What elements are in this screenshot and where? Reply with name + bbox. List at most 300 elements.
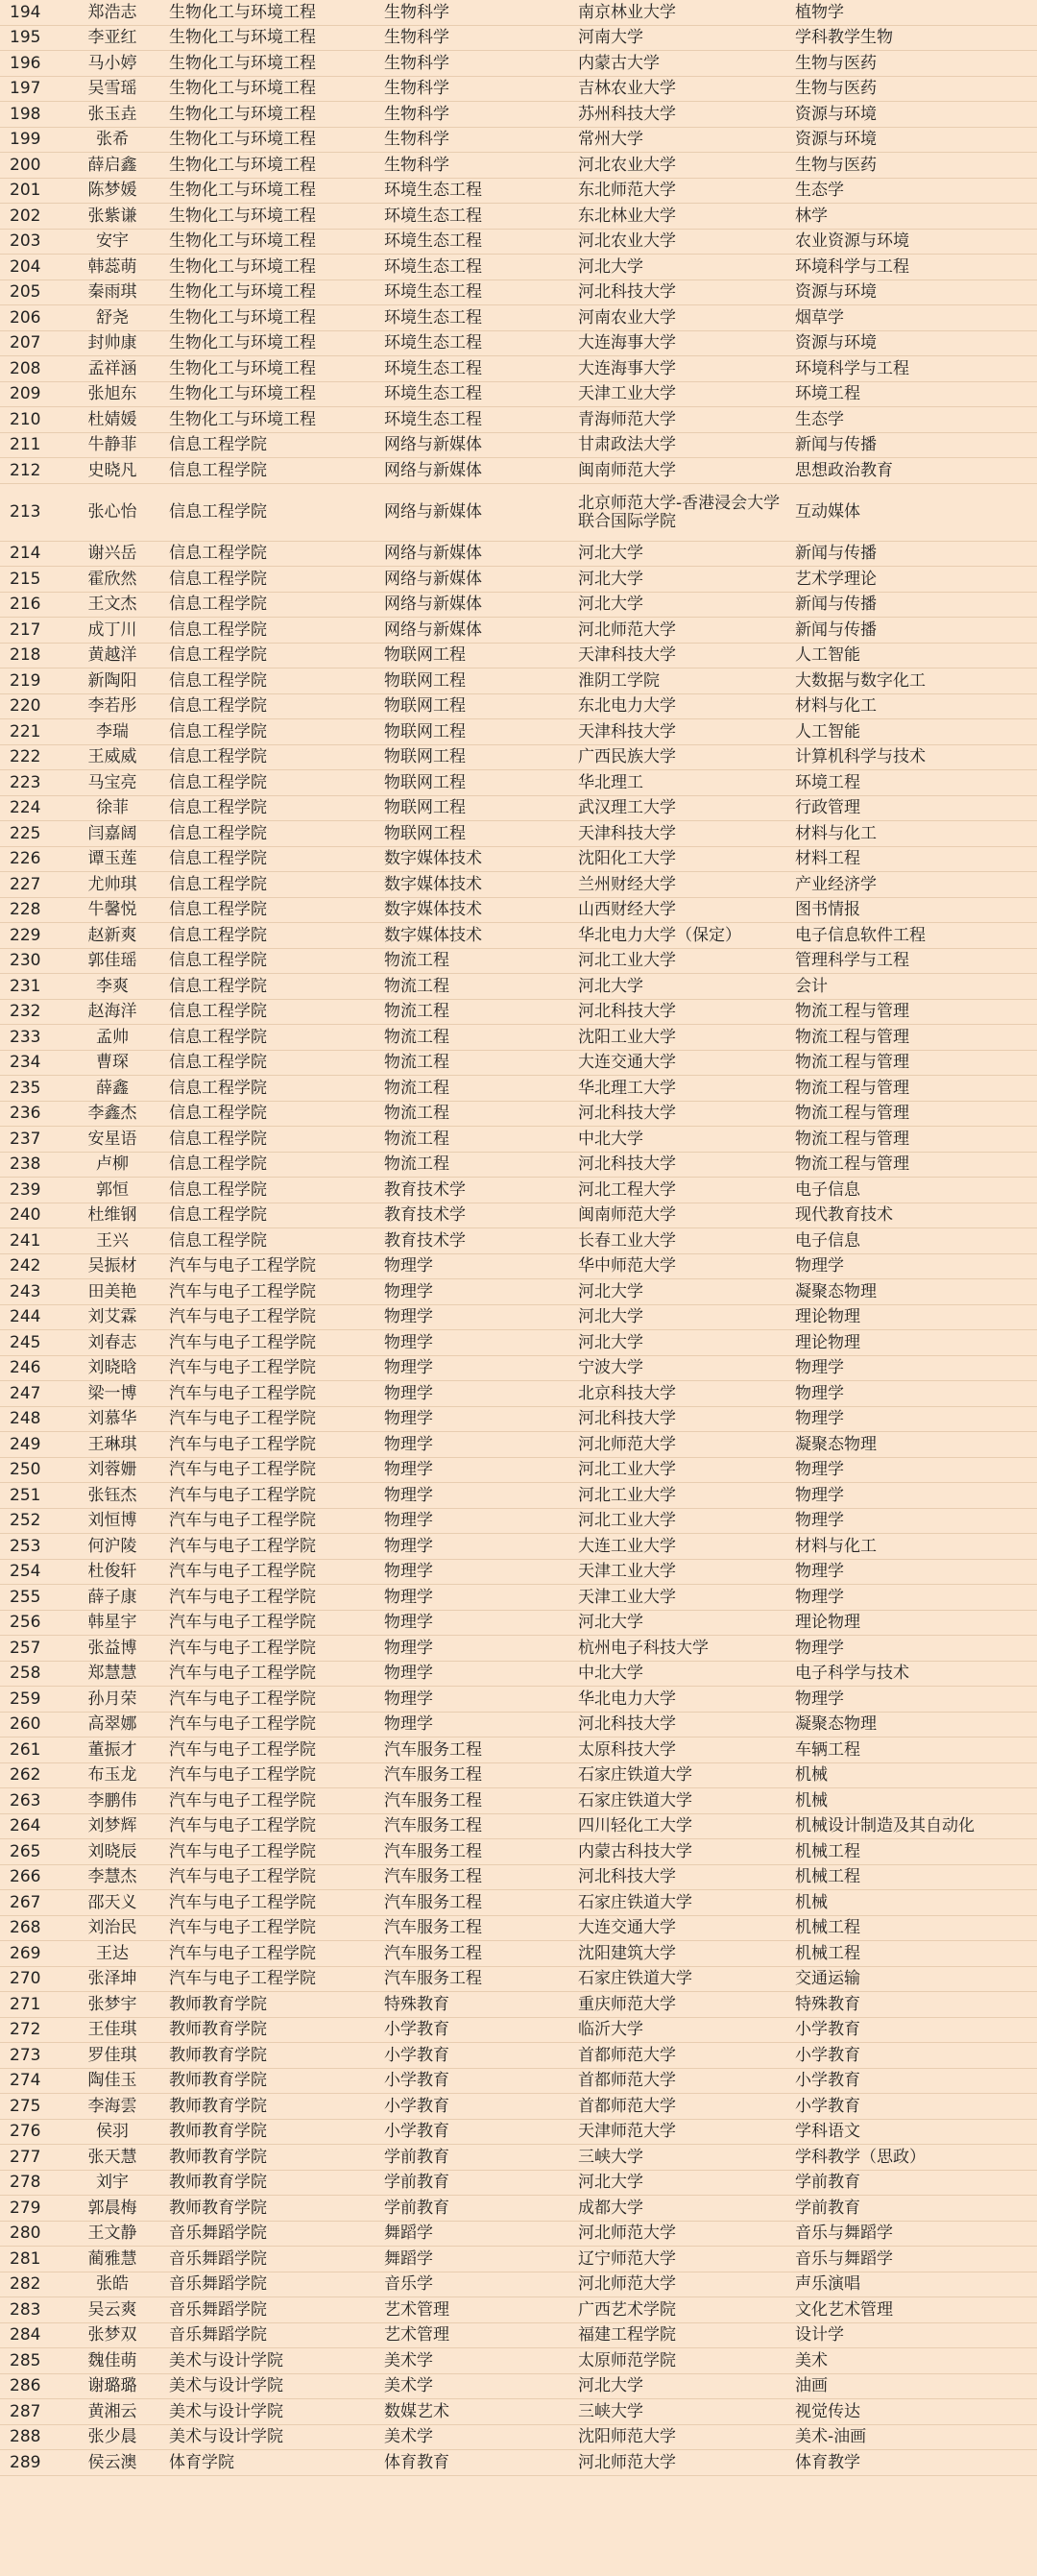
- table-row: [0, 2374, 1037, 2400]
- table-row: [0, 1814, 1037, 1840]
- undergrad-major: 汽车服务工程: [384, 1765, 482, 1786]
- row-number: 284: [10, 2325, 41, 2345]
- admitted-university: 河北大学: [578, 2376, 643, 2396]
- undergrad-major: 环境生态工程: [384, 384, 482, 404]
- undergrad-major: 汽车服务工程: [384, 1739, 482, 1760]
- undergrad-major: 数媒艺术: [384, 2401, 449, 2421]
- table-row: [0, 1025, 1037, 1051]
- graduate-major: 思想政治教育: [795, 460, 893, 480]
- undergrad-major: 环境生态工程: [384, 358, 482, 378]
- college: 汽车与电子工程学院: [169, 1638, 316, 1658]
- undergrad-major: 教育技术学: [384, 1230, 466, 1251]
- admitted-university: 河北大学: [578, 595, 643, 615]
- college: 体育学院: [169, 2452, 234, 2472]
- table-row: [0, 2425, 1037, 2451]
- row-number: 254: [10, 1562, 41, 1582]
- admitted-university: 重庆师范大学: [578, 1994, 676, 2014]
- student-name: 孙月荣: [87, 1689, 137, 1709]
- undergrad-major: 数字媒体技术: [384, 849, 482, 869]
- row-number: 225: [10, 823, 41, 843]
- table-row: [0, 1992, 1037, 2018]
- student-name: 安宇: [96, 231, 129, 252]
- student-name: 张益博: [87, 1638, 137, 1658]
- graduate-major: 物流工程与管理: [795, 1053, 909, 1073]
- graduate-major: 产业经济学: [795, 874, 877, 894]
- student-name: 张玉垚: [87, 104, 137, 124]
- row-number: 219: [10, 670, 41, 691]
- graduate-major: 生物与医药: [795, 155, 877, 175]
- undergrad-major: 环境生态工程: [384, 256, 482, 277]
- college: 信息工程学院: [169, 1205, 267, 1226]
- graduate-major: 物理学: [795, 1409, 844, 1429]
- student-name: 新陶阳: [87, 670, 137, 691]
- table-row: [0, 1483, 1037, 1509]
- graduate-major: 交通运输: [795, 1969, 860, 1989]
- student-name: 王琳琪: [87, 1434, 137, 1454]
- admitted-university: 沈阳建筑大学: [578, 1943, 676, 1963]
- row-number: 279: [10, 2198, 41, 2218]
- undergrad-major: 生物科学: [384, 2, 449, 22]
- undergrad-major: 小学教育: [384, 2045, 449, 2065]
- graduate-major: 新闻与传播: [795, 595, 877, 615]
- undergrad-major: 环境生态工程: [384, 181, 482, 201]
- admitted-university: 沈阳化工大学: [578, 849, 676, 869]
- table-row: [0, 644, 1037, 669]
- table-row: [0, 1713, 1037, 1738]
- row-number: 212: [10, 460, 41, 480]
- admitted-university: 临沂大学: [578, 2020, 643, 2040]
- undergrad-major: 环境生态工程: [384, 409, 482, 429]
- student-name: 张少晨: [87, 2427, 137, 2447]
- table-row: [0, 1178, 1037, 1203]
- student-name: 郭佳瑶: [87, 951, 137, 971]
- college: 信息工程学院: [169, 874, 267, 894]
- student-name: 郑慧慧: [87, 1664, 137, 1684]
- admitted-university: 首都师范大学: [578, 2071, 676, 2091]
- undergrad-major: 小学教育: [384, 2020, 449, 2040]
- admitted-university: 大连交通大学: [578, 1918, 676, 1938]
- graduate-major: 会计: [795, 976, 828, 996]
- college: 音乐舞蹈学院: [169, 2299, 267, 2320]
- undergrad-major: 物理学: [384, 1256, 433, 1276]
- table-row: [0, 1102, 1037, 1128]
- college: 信息工程学院: [169, 798, 267, 818]
- admitted-university: 四川轻化工大学: [578, 1816, 692, 1836]
- graduate-major: 物流工程与管理: [795, 1154, 909, 1175]
- college: 信息工程学院: [169, 595, 267, 615]
- student-name: 李爽: [96, 976, 129, 996]
- college: 信息工程学院: [169, 976, 267, 996]
- undergrad-major: 物联网工程: [384, 798, 466, 818]
- admitted-university: 三峡大学: [578, 2401, 643, 2421]
- table-row: [0, 1763, 1037, 1789]
- admitted-university: 大连海事大学: [578, 333, 676, 353]
- student-name: 马小婷: [87, 53, 137, 73]
- admitted-university: 河北科技大学: [578, 1104, 676, 1124]
- row-number: 240: [10, 1205, 41, 1226]
- student-name: 马宝亮: [87, 772, 137, 792]
- undergrad-major: 生物科学: [384, 155, 449, 175]
- row-number: 258: [10, 1664, 41, 1684]
- table-row: [0, 618, 1037, 644]
- admitted-university: 河北大学: [578, 976, 643, 996]
- row-number: 241: [10, 1230, 41, 1251]
- table-row: [0, 1509, 1037, 1535]
- student-name: 韩星宇: [87, 1613, 137, 1633]
- row-number: 231: [10, 976, 41, 996]
- admitted-university: 三峡大学: [578, 2147, 643, 2167]
- undergrad-major: 物联网工程: [384, 721, 466, 741]
- college: 信息工程学院: [169, 544, 267, 564]
- undergrad-major: 物理学: [384, 1613, 433, 1633]
- student-name: 刘蓉姗: [87, 1460, 137, 1480]
- college: 教师教育学院: [169, 2096, 267, 2116]
- undergrad-major: 数字媒体技术: [384, 900, 482, 920]
- undergrad-major: 物流工程: [384, 1002, 449, 1022]
- admitted-university: 青海师范大学: [578, 409, 676, 429]
- graduate-major: 新闻与传播: [795, 620, 877, 640]
- student-name: 杜维钢: [87, 1205, 137, 1226]
- admitted-university: 大连交通大学: [578, 1053, 676, 1073]
- student-name: 谢兴岳: [87, 544, 137, 564]
- graduate-major: 文化艺术管理: [795, 2299, 893, 2320]
- college: 信息工程学院: [169, 772, 267, 792]
- table-row: [0, 2043, 1037, 2069]
- graduate-major: 物理学: [795, 1485, 844, 1505]
- table-row: [0, 1865, 1037, 1891]
- college: 信息工程学院: [169, 849, 267, 869]
- row-number: 229: [10, 925, 41, 945]
- row-number: 257: [10, 1638, 41, 1658]
- college: 汽车与电子工程学院: [169, 1562, 316, 1582]
- table-row: [0, 128, 1037, 154]
- college: 生物化工与环境工程: [169, 181, 316, 201]
- admitted-university: 河南农业大学: [578, 307, 676, 328]
- graduate-major: 小学教育: [795, 2045, 860, 2065]
- college: 生物化工与环境工程: [169, 307, 316, 328]
- row-number: 274: [10, 2071, 41, 2091]
- student-name: 成丁川: [87, 620, 137, 640]
- table-row: [0, 1916, 1037, 1942]
- undergrad-major: 物联网工程: [384, 670, 466, 691]
- college: 生物化工与环境工程: [169, 79, 316, 99]
- table-row: [0, 1738, 1037, 1763]
- undergrad-major: 网络与新媒体: [384, 620, 482, 640]
- student-name: 赵海洋: [87, 1002, 137, 1022]
- admitted-university: 河北科技大学: [578, 1409, 676, 1429]
- student-name: 李海雲: [87, 2096, 137, 2116]
- table-row: [0, 898, 1037, 924]
- undergrad-major: 物理学: [384, 1485, 433, 1505]
- student-name: 张心怡: [87, 502, 137, 522]
- row-number: 222: [10, 747, 41, 767]
- admitted-university: 河北工程大学: [578, 1179, 676, 1200]
- table-row: [0, 1254, 1037, 1280]
- student-name: 高翠娜: [87, 1714, 137, 1735]
- graduate-major: 人工智能: [795, 645, 860, 666]
- admitted-university: 河北大学: [578, 256, 643, 277]
- college: 汽车与电子工程学院: [169, 1256, 316, 1276]
- student-name: 吴雪瑶: [87, 79, 137, 99]
- row-number: 276: [10, 2122, 41, 2142]
- graduate-major: 美术: [795, 2350, 828, 2370]
- table-row: [0, 1458, 1037, 1484]
- student-name: 刘恒博: [87, 1511, 137, 1531]
- student-name: 薛鑫: [96, 1078, 129, 1098]
- undergrad-major: 物理学: [384, 1562, 433, 1582]
- graduate-major: 物理学: [795, 1256, 844, 1276]
- student-name: 李鑫杰: [87, 1104, 137, 1124]
- admitted-university: 石家庄铁道大学: [578, 1790, 692, 1810]
- table-row: [0, 2323, 1037, 2349]
- graduate-major: 物流工程与管理: [795, 1129, 909, 1149]
- student-name: 李鹏伟: [87, 1790, 137, 1810]
- graduate-major: 视觉传达: [795, 2401, 860, 2421]
- undergrad-major: 物流工程: [384, 1027, 449, 1047]
- admitted-university: 东北林业大学: [578, 206, 676, 226]
- undergrad-major: 物流工程: [384, 1053, 449, 1073]
- student-name: 谭玉莲: [87, 849, 137, 869]
- row-number: 246: [10, 1358, 41, 1378]
- table-row: [0, 2222, 1037, 2248]
- graduate-major: 理论物理: [795, 1332, 860, 1352]
- admitted-university: 天津师范大学: [578, 2122, 676, 2142]
- graduate-major: 学前教育: [795, 2198, 860, 2218]
- college: 汽车与电子工程学院: [169, 1892, 316, 1912]
- undergrad-major: 生物科学: [384, 53, 449, 73]
- college: 汽车与电子工程学院: [169, 1485, 316, 1505]
- table-row: [0, 1432, 1037, 1458]
- college: 教师教育学院: [169, 2020, 267, 2040]
- undergrad-major: 网络与新媒体: [384, 569, 482, 589]
- row-number: 202: [10, 206, 41, 226]
- graduate-major: 资源与环境: [795, 130, 877, 150]
- college: 信息工程学院: [169, 696, 267, 717]
- college: 生物化工与环境工程: [169, 409, 316, 429]
- student-name: 魏佳萌: [87, 2350, 137, 2370]
- row-number: 223: [10, 772, 41, 792]
- graduate-major: 体育教学: [795, 2452, 860, 2472]
- table-row: [0, 1127, 1037, 1153]
- graduate-major: 凝聚态物理: [795, 1714, 877, 1735]
- undergrad-major: 物联网工程: [384, 772, 466, 792]
- row-number: 207: [10, 333, 41, 353]
- student-name: 刘慕华: [87, 1409, 137, 1429]
- student-name: 张梦宇: [87, 1994, 137, 2014]
- undergrad-major: 舞蹈学: [384, 2224, 433, 2244]
- graduate-major: 物理学: [795, 1689, 844, 1709]
- table-row: [0, 2196, 1037, 2222]
- student-name: 尤帅琪: [87, 874, 137, 894]
- row-number: 201: [10, 181, 41, 201]
- student-name: 王文杰: [87, 595, 137, 615]
- admitted-university: 杭州电子科技大学: [578, 1638, 709, 1658]
- graduate-major: 机械工程: [795, 1918, 860, 1938]
- graduate-major: 机械工程: [795, 1841, 860, 1861]
- college: 生物化工与环境工程: [169, 384, 316, 404]
- graduate-major: 计算机科学与技术: [795, 747, 926, 767]
- student-name: 舒尧: [96, 307, 129, 328]
- undergrad-major: 环境生态工程: [384, 231, 482, 252]
- table-row: [0, 2399, 1037, 2425]
- undergrad-major: 汽车服务工程: [384, 1969, 482, 1989]
- admitted-university: 沈阳师范大学: [578, 2427, 676, 2447]
- graduate-major: 声乐演唱: [795, 2274, 860, 2295]
- admitted-university: 北京科技大学: [578, 1383, 676, 1403]
- student-name: 李慧杰: [87, 1867, 137, 1887]
- row-number: 226: [10, 849, 41, 869]
- row-number: 248: [10, 1409, 41, 1429]
- college: 信息工程学院: [169, 823, 267, 843]
- undergrad-major: 艺术管理: [384, 2299, 449, 2320]
- undergrad-major: 特殊教育: [384, 1994, 449, 2014]
- admitted-university: 华北电力大学（保定）: [578, 925, 741, 945]
- college: 信息工程学院: [169, 645, 267, 666]
- undergrad-major: 汽车服务工程: [384, 1867, 482, 1887]
- student-name: 张泽坤: [87, 1969, 137, 1989]
- row-number: 199: [10, 130, 41, 150]
- table-row: [0, 1076, 1037, 1102]
- undergrad-major: 汽车服务工程: [384, 1892, 482, 1912]
- student-name: 罗佳琪: [87, 2045, 137, 2065]
- table-row: [0, 770, 1037, 796]
- row-number: 224: [10, 798, 41, 818]
- admitted-university: 河北农业大学: [578, 155, 676, 175]
- undergrad-major: 数字媒体技术: [384, 925, 482, 945]
- table-row: [0, 2450, 1037, 2476]
- table-row: [0, 433, 1037, 459]
- graduate-major: 凝聚态物理: [795, 1281, 877, 1301]
- student-name: 闫嘉阔: [87, 823, 137, 843]
- college: 信息工程学院: [169, 925, 267, 945]
- row-number: 267: [10, 1892, 41, 1912]
- student-name: 陈梦媛: [87, 181, 137, 201]
- table-row: [0, 872, 1037, 898]
- student-name: 郭恒: [96, 1179, 129, 1200]
- college: 信息工程学院: [169, 721, 267, 741]
- undergrad-major: 汽车服务工程: [384, 1841, 482, 1861]
- admitted-university: 兰州财经大学: [578, 874, 676, 894]
- graduate-major: 艺术学理论: [795, 569, 877, 589]
- graduate-major: 行政管理: [795, 798, 860, 818]
- college: 汽车与电子工程学院: [169, 1307, 316, 1327]
- graduate-major: 机械: [795, 1892, 828, 1912]
- admitted-university: 东北电力大学: [578, 696, 676, 717]
- graduate-major: 生态学: [795, 409, 844, 429]
- student-name: 刘宇: [96, 2173, 129, 2193]
- undergrad-major: 物联网工程: [384, 696, 466, 717]
- admitted-university: 石家庄铁道大学: [578, 1892, 692, 1912]
- table-row: [0, 1356, 1037, 1382]
- undergrad-major: 音乐学: [384, 2274, 433, 2295]
- graduate-major: 理论物理: [795, 1613, 860, 1633]
- college: 信息工程学院: [169, 620, 267, 640]
- graduate-major: 物理学: [795, 1383, 844, 1403]
- college: 信息工程学院: [169, 900, 267, 920]
- admitted-university: 甘肃政法大学: [578, 435, 676, 455]
- admitted-university: 南京林业大学: [578, 2, 676, 22]
- student-name: 张旭东: [87, 384, 137, 404]
- undergrad-major: 环境生态工程: [384, 282, 482, 303]
- graduate-major: 电子信息: [795, 1179, 860, 1200]
- college: 信息工程学院: [169, 1129, 267, 1149]
- undergrad-major: 体育教育: [384, 2452, 449, 2472]
- row-number: 275: [10, 2096, 41, 2116]
- row-number: 239: [10, 1179, 41, 1200]
- student-name: 王文静: [87, 2224, 137, 2244]
- row-number: 285: [10, 2350, 41, 2370]
- college: 汽车与电子工程学院: [169, 1434, 316, 1454]
- admitted-university: 广西民族大学: [578, 747, 676, 767]
- table-row: [0, 1228, 1037, 1254]
- college: 生物化工与环境工程: [169, 333, 316, 353]
- row-number: 198: [10, 104, 41, 124]
- student-name: 刘梦辉: [87, 1816, 137, 1836]
- table-row: [0, 694, 1037, 720]
- undergrad-major: 生物科学: [384, 104, 449, 124]
- admitted-university: 河北大学: [578, 544, 643, 564]
- admitted-university: 淮阴工学院: [578, 670, 660, 691]
- undergrad-major: 美术学: [384, 2350, 433, 2370]
- college: 教师教育学院: [169, 2045, 267, 2065]
- table-row: [0, 255, 1037, 280]
- undergrad-major: 美术学: [384, 2427, 433, 2447]
- row-number: 268: [10, 1918, 41, 1938]
- row-number: 262: [10, 1765, 41, 1786]
- student-name: 刘晓辰: [87, 1841, 137, 1861]
- student-name: 王兴: [96, 1230, 129, 1251]
- college: 信息工程学院: [169, 1002, 267, 1022]
- row-number: 217: [10, 620, 41, 640]
- college: 信息工程学院: [169, 1078, 267, 1098]
- college: 汽车与电子工程学院: [169, 1409, 316, 1429]
- table-row: [0, 1788, 1037, 1814]
- college: 生物化工与环境工程: [169, 53, 316, 73]
- table-row: [0, 2120, 1037, 2146]
- student-name: 孟帅: [96, 1027, 129, 1047]
- undergrad-major: 数字媒体技术: [384, 874, 482, 894]
- undergrad-major: 物理学: [384, 1281, 433, 1301]
- row-number: 288: [10, 2427, 41, 2447]
- admitted-university: 河北科技大学: [578, 1002, 676, 1022]
- admitted-university: 东北师范大学: [578, 181, 676, 201]
- undergrad-major: 舞蹈学: [384, 2248, 433, 2269]
- row-number: 210: [10, 409, 41, 429]
- student-name: 郭晨梅: [87, 2198, 137, 2218]
- row-number: 236: [10, 1104, 41, 1124]
- student-name: 吴振材: [87, 1256, 137, 1276]
- admitted-university: 天津科技大学: [578, 645, 676, 666]
- admitted-university: 河北科技大学: [578, 1714, 676, 1735]
- table-row: [0, 1203, 1037, 1229]
- college: 汽车与电子工程学院: [169, 1281, 316, 1301]
- student-name: 张钰杰: [87, 1485, 137, 1505]
- admitted-university: 河北农业大学: [578, 231, 676, 252]
- student-name: 侯羽: [96, 2122, 129, 2142]
- college: 生物化工与环境工程: [169, 130, 316, 150]
- row-number: 252: [10, 1511, 41, 1531]
- row-number: 216: [10, 595, 41, 615]
- admitted-university: 大连工业大学: [578, 1536, 676, 1556]
- admitted-university: 河北大学: [578, 2173, 643, 2193]
- admitted-university: 华北理工大学: [578, 1078, 676, 1098]
- graduate-major: 资源与环境: [795, 282, 877, 303]
- row-number: 249: [10, 1434, 41, 1454]
- table-row: [0, 949, 1037, 975]
- graduate-major: 图书情报: [795, 900, 860, 920]
- graduate-major: 机械设计制造及其自动化: [795, 1816, 975, 1836]
- graduate-major: 电子信息软件工程: [795, 925, 926, 945]
